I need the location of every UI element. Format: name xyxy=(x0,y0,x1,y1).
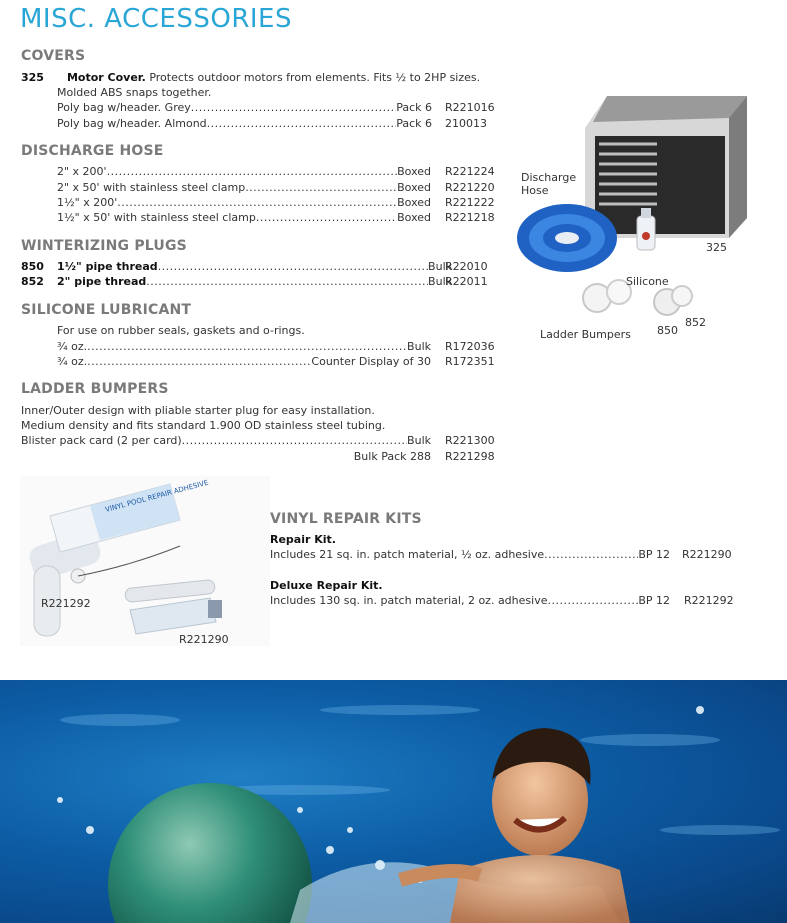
discharge-row xyxy=(57,195,497,210)
section-heading-winterizing: WINTERIZING PLUGS xyxy=(21,238,187,254)
row-label: 1½" pipe thread xyxy=(57,260,158,273)
row-label: 2" pipe thread xyxy=(57,275,147,288)
row-code: 210013 xyxy=(445,117,487,130)
covers-row xyxy=(57,100,497,115)
leader-dots xyxy=(544,547,638,562)
row-pack: Boxed xyxy=(397,181,431,194)
row-pack: Bulk xyxy=(428,260,452,273)
row-pack: Boxed xyxy=(397,165,431,178)
ladder-row xyxy=(21,433,497,448)
row-code: R221292 xyxy=(684,594,734,607)
accessories-illustration xyxy=(507,88,769,350)
covers-item-desc: Protects outdoor motors from elements. Fits ½ to 2HP sizes. xyxy=(145,71,481,84)
row-pack: Bulk Pack 288 xyxy=(353,450,431,463)
row-code: R221220 xyxy=(445,181,495,194)
leader-dots xyxy=(158,259,428,274)
row-pack: BP 12 xyxy=(638,594,670,607)
vinyl-kit-photo xyxy=(20,476,270,646)
tube-text: VINYL POOL REPAIR ADHESIVE xyxy=(104,478,210,514)
row-pack: Counter Display of 30 xyxy=(311,355,431,368)
leader-dots xyxy=(256,210,397,225)
row-code: R221290 xyxy=(682,548,732,561)
vinyl-kit-name: Deluxe Repair Kit. xyxy=(270,579,383,592)
row-label: 2" x 200' xyxy=(57,165,107,178)
row-label: Blister pack card (2 per card) xyxy=(21,434,182,447)
section-heading-silicone: SILICONE LUBRICANT xyxy=(21,302,192,318)
label-discharge-hose: Discharge Hose xyxy=(521,171,577,197)
row-code: R221222 xyxy=(445,196,495,209)
vinyl-kit-illustration xyxy=(20,476,270,646)
ladder-desc-2: Medium density and fits standard 1.900 OD stainless steel tubing. xyxy=(21,419,386,432)
row-label: Includes 21 sq. in. patch material, ½ oz. adhesive xyxy=(270,548,545,561)
leader-dots xyxy=(146,274,428,289)
pool-photo xyxy=(0,680,787,923)
row-code: R221224 xyxy=(445,165,495,178)
row-label: 2" x 50' with stainless steel clamp xyxy=(57,181,246,194)
row-code: R221016 xyxy=(445,101,495,114)
winterizing-row xyxy=(21,274,497,289)
covers-row xyxy=(57,116,497,131)
label-ladder-bumpers: Ladder Bumpers xyxy=(540,328,631,341)
vinyl-kit-name: Repair Kit. xyxy=(270,533,336,546)
leader-dots xyxy=(191,100,396,115)
section-heading-discharge: DISCHARGE HOSE xyxy=(21,143,164,159)
row-pack: Bulk xyxy=(407,340,431,353)
row-label: Poly bag w/header. Grey xyxy=(57,101,191,114)
row-pack: BP 12 xyxy=(638,548,670,561)
row-pack: Boxed xyxy=(397,211,431,224)
label-852: 852 xyxy=(685,316,706,329)
leader-dots xyxy=(107,164,398,179)
discharge-row xyxy=(57,210,497,225)
row-item-number: 850 xyxy=(21,260,44,273)
row-pack: Bulk xyxy=(428,275,452,288)
label-325: 325 xyxy=(706,241,727,254)
leader-dots xyxy=(547,593,638,608)
silicone-desc: For use on rubber seals, gaskets and o-rings. xyxy=(57,324,305,337)
covers-desc-2: Molded ABS snaps together. xyxy=(57,86,212,99)
row-pack: Pack 6 xyxy=(396,117,432,130)
discharge-row xyxy=(57,164,497,179)
silicone-row xyxy=(57,354,497,369)
row-label: ¾ oz. xyxy=(57,340,88,353)
section-heading-vinyl: VINYL REPAIR KITS xyxy=(270,511,422,527)
winterizing-row xyxy=(21,259,497,274)
row-pack: Bulk xyxy=(407,434,431,447)
row-pack: Pack 6 xyxy=(396,101,432,114)
vinyl-row xyxy=(270,593,740,608)
covers-item-name: Motor Cover. xyxy=(66,71,146,84)
row-pack: Boxed xyxy=(397,196,431,209)
row-item-number: 852 xyxy=(21,275,44,288)
row-label: Poly bag w/header. Almond xyxy=(57,117,207,130)
ladder-row-bulk xyxy=(21,449,497,464)
discharge-row xyxy=(57,180,497,195)
row-code: R221300 xyxy=(445,434,495,447)
accessories-photo xyxy=(507,88,769,350)
silicone-row xyxy=(57,339,497,354)
label-850: 850 xyxy=(657,324,678,337)
row-code: R221298 xyxy=(445,450,495,463)
vinyl-row xyxy=(270,547,740,562)
leader-dots xyxy=(245,180,397,195)
leader-dots xyxy=(87,354,311,369)
covers-line-1 xyxy=(21,70,480,85)
row-code: R172036 xyxy=(445,340,495,353)
covers-item-number: 325 xyxy=(21,71,44,84)
section-heading-ladder: LADDER BUMPERS xyxy=(21,381,169,397)
pool-scene-illustration xyxy=(0,680,787,923)
row-label: 1½" x 50' with stainless steel clamp xyxy=(57,211,256,224)
row-label: Includes 130 sq. in. patch material, 2 oz. adhesive xyxy=(270,594,548,607)
row-label: ¾ oz. xyxy=(57,355,88,368)
ladder-desc-1: Inner/Outer design with pliable starter plug for easy installation. xyxy=(21,404,375,417)
label-silicone: Silicone xyxy=(626,275,669,288)
row-code: R172351 xyxy=(445,355,495,368)
row-label: 1½" x 200' xyxy=(57,196,118,209)
leader-dots xyxy=(87,339,407,354)
row-code: R221218 xyxy=(445,211,495,224)
leader-dots xyxy=(182,433,407,448)
row-code: R22010 xyxy=(445,260,488,273)
label-r221290: R221290 xyxy=(179,633,229,646)
leader-dots xyxy=(207,116,397,131)
page-title: MISC. ACCESSORIES xyxy=(20,4,292,34)
row-code: R22011 xyxy=(445,275,488,288)
label-r221292: R221292 xyxy=(41,597,91,610)
section-heading-covers: COVERS xyxy=(21,48,86,64)
leader-dots xyxy=(117,195,397,210)
